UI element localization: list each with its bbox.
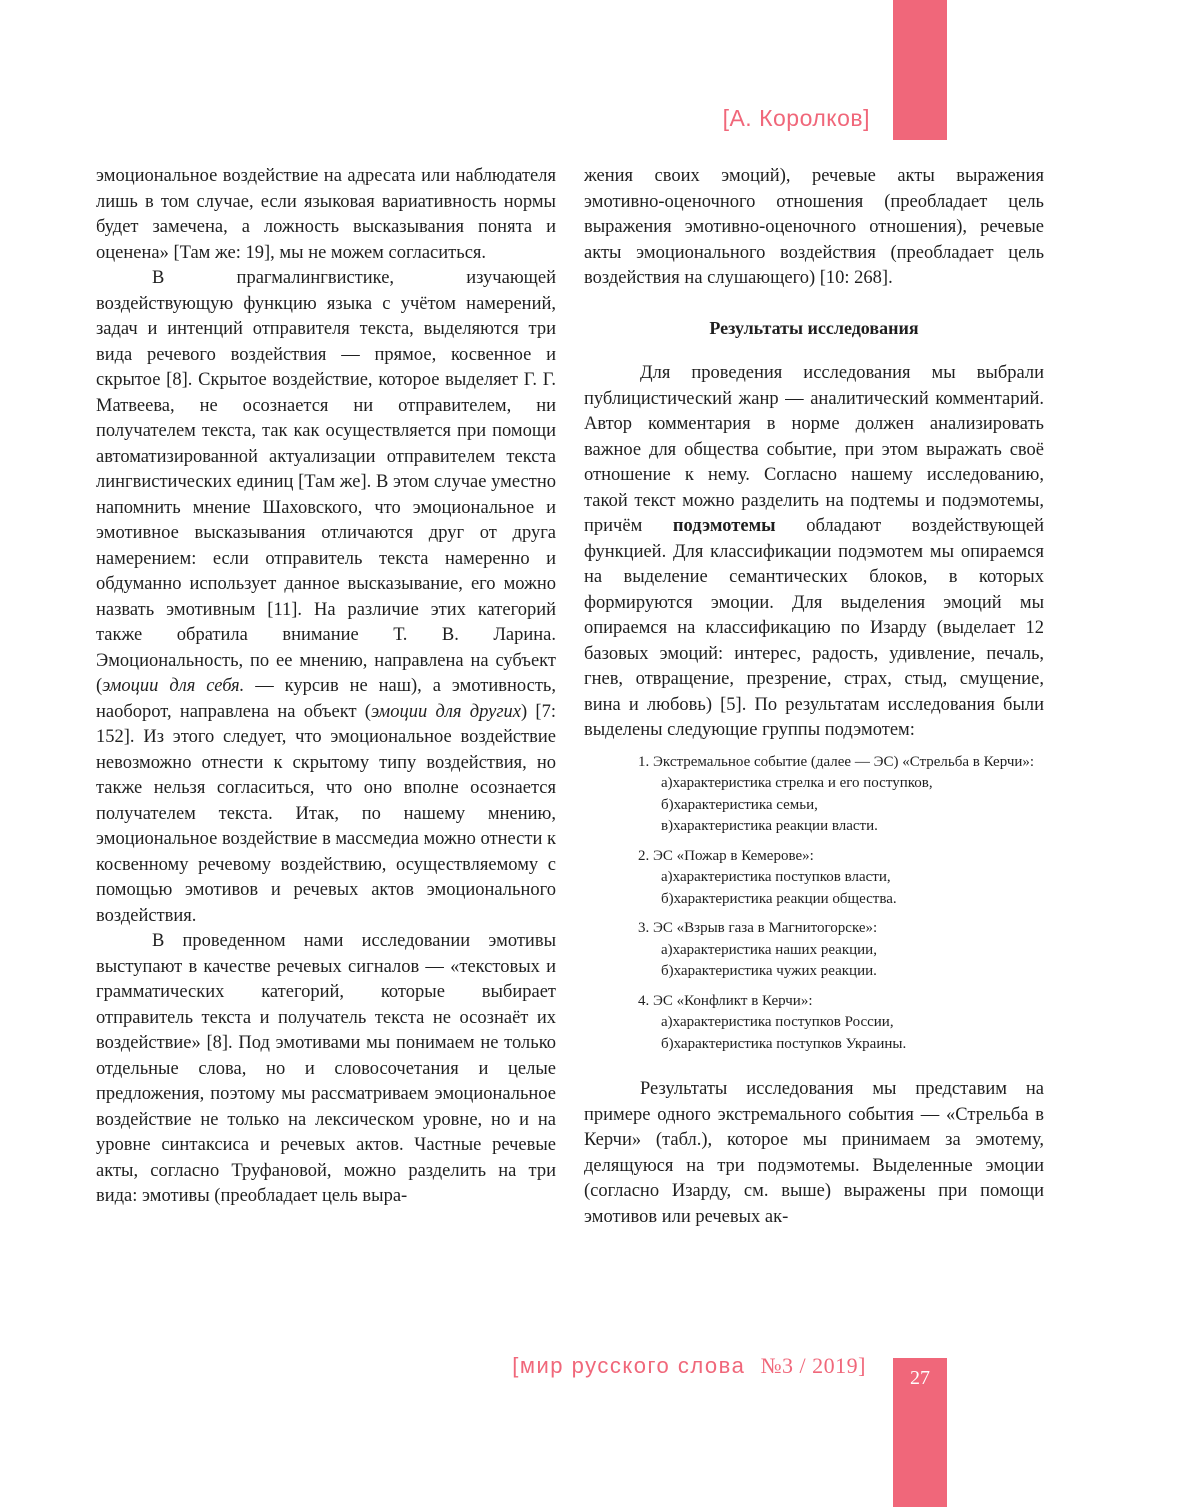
left-paragraph-2 (96, 266, 556, 929)
left-paragraph-3: В проведенном нами исследовании эмотивы выступают в качестве речевых сигналов — «текстовых и грамматических категорий, которые выбирает отправитель текста и получатель текста не осознаёт их воздействие» [8]. Под эмотивами мы понимаем не только отдельные слова, но и словосочетания и целые предложения, поэтому мы рассматриваем эмоциональное воздействие не только на лексическом уровне, но и на уровне синтаксиса и речевых актов. Частные речевые акты, согласно Труфановой, можно разделить на три вида: эмотивы (преобладает цель выра- (96, 931, 556, 1206)
list-subitem: а)характеристика стрелка и его поступков, (661, 775, 933, 791)
list-subitem: б)характеристика поступков Украины. (661, 1035, 907, 1052)
list-subitem: а)характеристика поступков России, (661, 1014, 894, 1030)
right-p2-bold: подэмотемы (672, 516, 776, 536)
list-item-title: 1. Экстремальное событие (далее — ЭС) «Стрельба в Керчи»: (638, 753, 1035, 770)
section-heading: Результаты исследования (709, 317, 919, 338)
right-p2-text-2: обладают воздействующей функцией. Для классификации подэмотем мы опираемся на выделение семантических блоков, в которых формируются эмоции. Для выделения эмоций мы опираемся на классификацию по Изарду (выделает 12 базовых эмоций: интерес, радость, удивление, печаль, гнев, отвращение, презрение, страх, стыд, смущение, вина и любовь) [5]. По результатам исследования были выделены следующие группы подэмотем: (584, 516, 1044, 740)
left-p2-italic-1: эмоции для себя. (102, 676, 245, 696)
header-accent-bar (893, 0, 947, 140)
right-paragraph-3: Результаты исследования мы представим на примере одного экстремального события — «Стрельба в Керчи» (табл.), которое мы принимаем за эмотему, делящуюся на три подэмотемы. Выделенные эмоции (согласно Изарду, см. выше) выражены при помощи эмотивов или речевых ак- (584, 1079, 1044, 1227)
left-p2-italic-2: эмоции для других (370, 701, 522, 722)
left-p2-text-3: ) [7: 152]. Из этого следует, что эмоциональное воздействие невозможно отнести к скрытому типу воздействия, но также нельзя согласиться, что оно вполне осознается получателем текста. Итак, по нашему мнению, эмоциональное воздействие в массмедиа можно отнести к косвенному речевому воздействию, осуществляемому с помощью эмотивов и речевых актов эмоционального воздействия. (96, 701, 556, 926)
left-p2-text-2: — курсив не наш), а эмотивность, наоборот, направлена на объект ( (96, 676, 556, 722)
list-item-title: 3. ЭС «Взрыв газа в Магнитогорске»: (638, 920, 878, 936)
left-column (96, 164, 556, 1210)
right-p2-text-1: Для проведения исследования мы выбрали публицистический жанр — аналитический комментарий. Автор комментария в норме должен анализировать важное для общества событие, при этом выражать своё отношение к нему. Согласно нашему исследованию, такой текст можно разделить на подтемы и подэмотемы, причём (584, 363, 1044, 536)
list-subitem: а)характеристика поступков власти, (661, 869, 891, 885)
right-paragraph-1: жения своих эмоций), речевые акты выражения эмотивно-оценочного отношения (преобладает цель выражения эмотивно-оценочного отношения), речевые акты эмоционального воздействия (преобладает цель воздействия на слушающего) [10: 268]. (584, 166, 1044, 288)
subemoteme-list (584, 752, 1044, 1056)
journal-issue: №3 / 2019] (760, 1353, 866, 1378)
page-number: 27 (910, 1367, 930, 1389)
list-subitem: а)характеристика наших реакции, (661, 941, 877, 958)
list-item-title: 2. ЭС «Пожар в Кемерове»: (638, 847, 814, 864)
list-item-title: 4. ЭС «Конфликт в Керчи»: (638, 992, 813, 1009)
left-paragraph-1: эмоциональное воздействие на адресата или наблюдателя лишь в том случае, если языковая вариативность нормы будет замечена, а ложность высказывания понята и оценена» [Там же: 19], мы не можем согласиться. (96, 166, 556, 263)
list-subitem: б)характеристика семьи, (661, 796, 818, 813)
left-p2-text-1: В прагмалингвистике, изучающей воздействующую функцию языка с учётом намерений, задач и интенций отправителя текста, выделяются три вида речевого воздействия — прямое, косвенное и скрытое [8]. Скрытое воздействие, которое выделяет Г. Г. Матвеева, не осознается ни отправителем, ни получателем текста, так как осуществляется при помощи автоматизированной актуализации отправителем текста лингвистических единиц [Там же]. В этом случае уместно напомнить мнение Шаховского, что эмоциональное и эмотивное высказывания отличаются друг от друга намерением: если отправитель текста намеренно и обдуманно использует данное высказывание, его можно назвать эмотивным [11]. На различие этих категорий также обратила внимание Т. В. Ларина. Эмоциональность, по ее мнению, направлена на субъект ( (96, 268, 556, 696)
journal-name: [мир русского слова (512, 1353, 746, 1378)
right-column (584, 164, 1044, 1230)
right-paragraph-2 (584, 361, 1044, 744)
journal-footer (400, 1353, 866, 1379)
list-subitem: б)характеристика чужих реакции. (661, 963, 877, 979)
list-subitem: в)характеристика реакции власти. (661, 818, 878, 834)
running-head-author: [А. Королков] (722, 105, 870, 131)
list-subitem: б)характеристика реакции общества. (661, 890, 897, 907)
